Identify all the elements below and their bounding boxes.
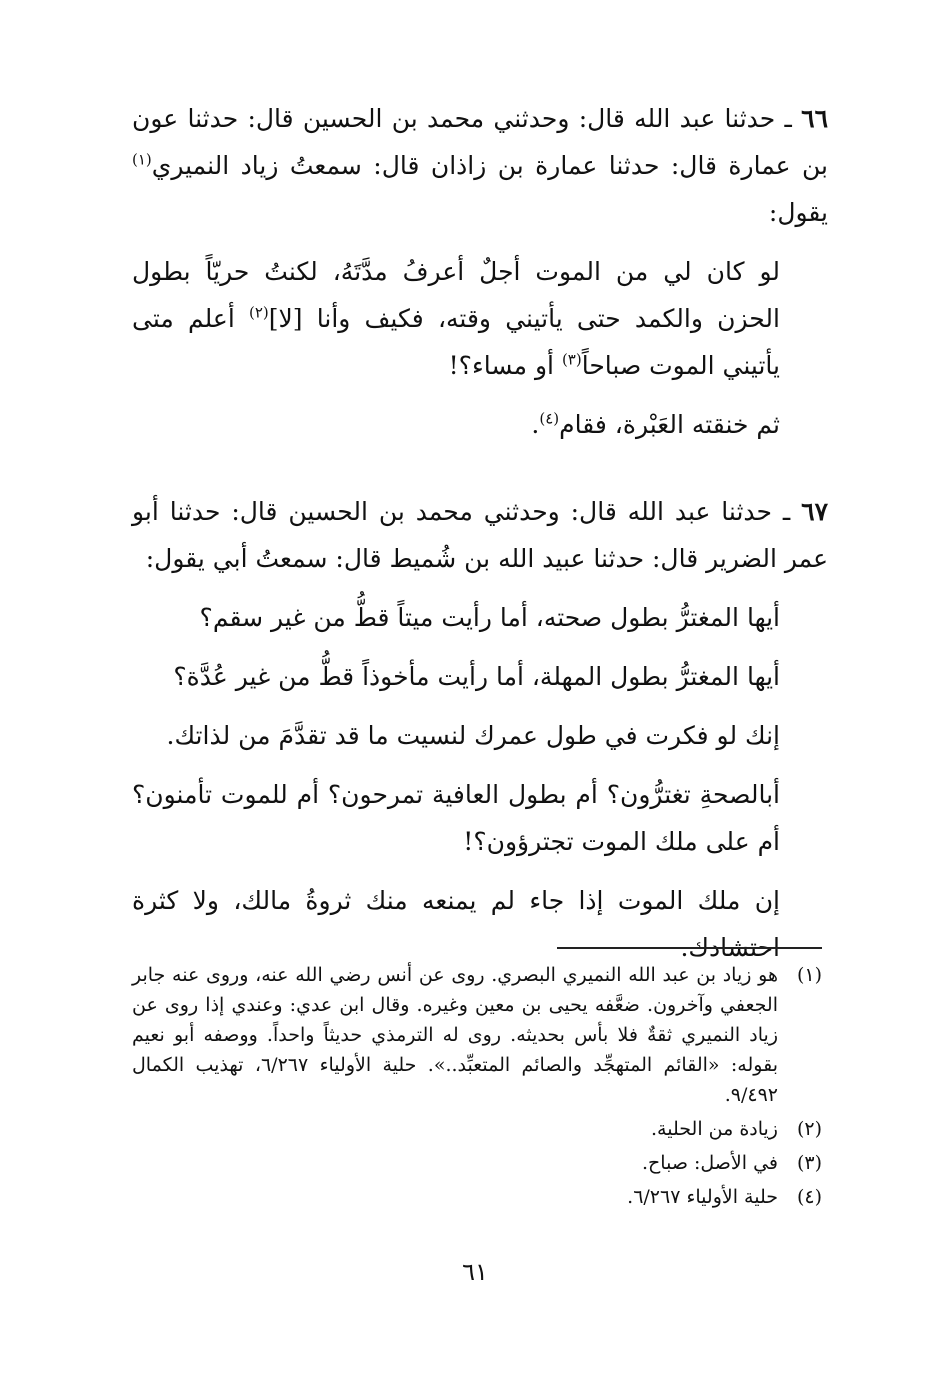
hadith-66-end bbox=[132, 401, 828, 448]
hadith-66-intro bbox=[132, 95, 828, 236]
body-text: أعلم متى يأتيني الموت صباحاً bbox=[132, 304, 780, 380]
hadith-67-line-4: أبالصحةِ تغترُّون؟ أم بطول العافية تمرحون؟ أم للموت تأمنون؟ أم على ملك الموت تجترؤون؟! bbox=[132, 780, 780, 856]
footnote-text: زيادة من الحلية. bbox=[651, 1118, 778, 1140]
hadith-66-body bbox=[132, 248, 828, 389]
body-text: ثم خنقته العَبْرة، فقام bbox=[559, 410, 780, 439]
footnote-ref: (٣) bbox=[561, 350, 582, 369]
footnote-number: (٤) bbox=[796, 1186, 822, 1208]
main-text bbox=[132, 95, 828, 971]
footnote-number: (١) bbox=[796, 964, 822, 986]
footnote-text: في الأصل: صباح. bbox=[642, 1152, 778, 1174]
isnad-text-end: يقول: bbox=[768, 198, 828, 227]
hadith-number: ٦٧ bbox=[801, 497, 828, 526]
footnote-text: حلية الأولياء ٦/٢٦٧. bbox=[627, 1186, 778, 1208]
footnote-number: (٢) bbox=[796, 1118, 822, 1140]
footnote-ref: (٢) bbox=[248, 303, 269, 322]
page-number: ٦١ bbox=[462, 1258, 488, 1286]
footnote-number: (٣) bbox=[796, 1152, 822, 1174]
footnote-ref: (٤) bbox=[539, 409, 560, 428]
hadith-number: ٦٦ bbox=[801, 104, 828, 133]
footnote-separator bbox=[557, 947, 822, 949]
footnote-text: هو زياد بن عبد الله النميري البصري. روى عن أنس رضي الله عنه، وروى عنه جابر الجعفي وآخرون. ضعَّفه يحيى بن معين وغيره. وقال ابن عدي: وعندي إذا روى عن زياد النميري ثقةٌ فلا بأس بحديثه. روى له الترمذي حديثاً واحداً. ووصفه أبو نعيم بقوله: «القائم المتهجِّد والصائم المتعبِّد..». حلية الأولياء ٦/٢٦٧، تهذيب الكمال ٩/٤٩٢. bbox=[132, 964, 778, 1106]
hadith-67-line-2: أيها المغترُّ بطول المهلة، أما رأيت مأخوذاً قطُّ من غير عُدَّة؟ bbox=[173, 662, 780, 691]
isnad-text: ـ حدثنا عبد الله قال: وحدثني محمد بن الحسين قال: حدثنا عون بن عمارة قال: حدثنا عمارة بن زاذان قال: سمعتُ زياد النميري bbox=[132, 104, 828, 180]
hadith-67-line-3: إنك لو فكرت في طول عمرك لنسيت ما قد تقدَّمَ من لذاتك. bbox=[166, 721, 780, 750]
body-text: لو كان لي من الموت أجلٌ أعرفُ مدَّتَهُ، لكنتُ حريّاً بطول الحزن والكمد حتى يأتيني وقته، فكيف وأنا [لا] bbox=[132, 257, 780, 333]
footnote-4 bbox=[132, 1182, 822, 1212]
isnad-text: ـ حدثنا عبد الله قال: وحدثني محمد بن الحسين قال: حدثنا أبو عمر الضرير قال: حدثنا عبيد الله بن شُميط قال: سمعتُ أبي يقول: bbox=[132, 497, 828, 573]
hadith-67-line-1: أيها المغترُّ بطول صحته، أما رأيت ميتاً قطُّ من غير سقم؟ bbox=[199, 603, 780, 632]
hadith-67-intro bbox=[132, 488, 828, 582]
body-text: أو مساء؟! bbox=[448, 351, 562, 380]
footnote-1 bbox=[132, 960, 822, 1110]
footnotes bbox=[132, 960, 822, 1216]
hadith-67-line-5: إن ملك الموت إذا جاء لم يمنعه منك ثروةُ مالك، ولا كثرة احتشادك. bbox=[132, 886, 780, 962]
footnote-3 bbox=[132, 1148, 822, 1178]
footnote-2 bbox=[132, 1114, 822, 1144]
footnote-ref: (١) bbox=[132, 150, 152, 169]
body-text: . bbox=[531, 410, 540, 439]
